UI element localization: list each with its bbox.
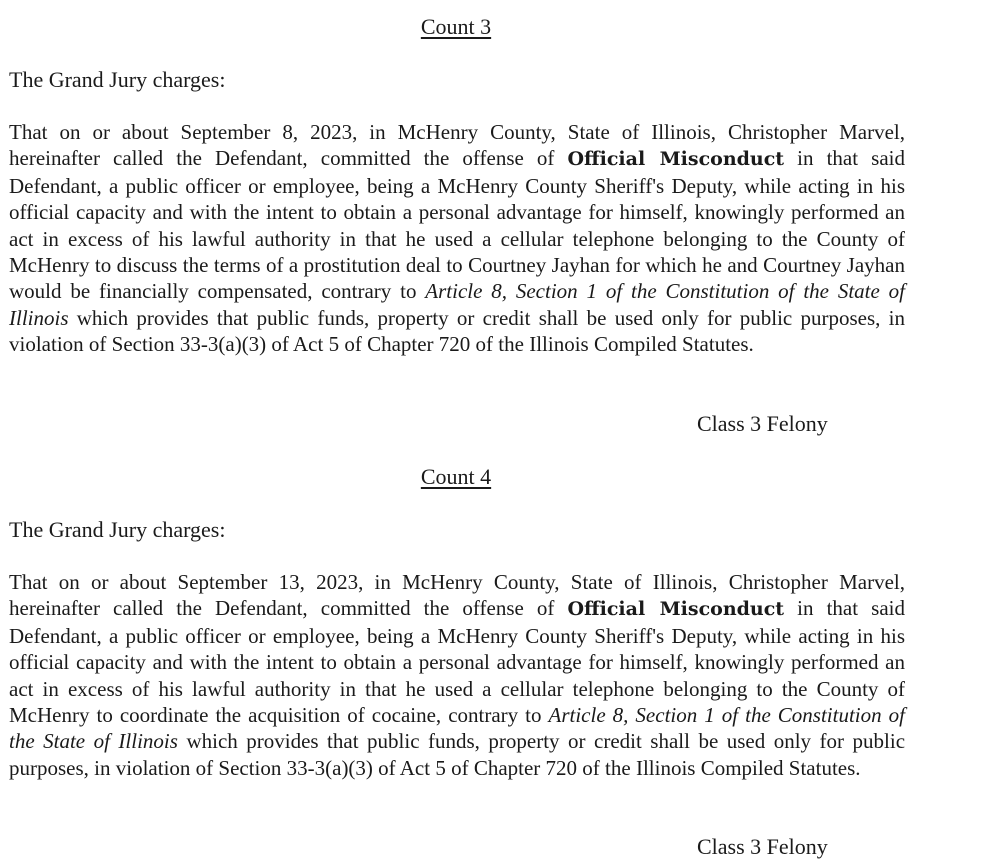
count-3-constitution-citation: Article 8, Section 1 of the Constitution of the State of Illinois bbox=[9, 279, 905, 330]
count-4-text-part-2: in that said Defendant, a public officer or employee, being a McHenry County Sheriff's Deputy, while acting in his official capacity and with the intent to obtain a personal advantage for himself, knowingly performed an act in excess of his lawful authority in that he used a cellular telephone belonging to the County of McHenry to coordinate the acquisition of cocaine, contrary to bbox=[9, 596, 905, 728]
count-3-text-part-3: which provides that public funds, property or credit shall be used only for public purposes, in violation of Section 33-3(a)(3) of Act 5 of Chapter 720 of the Illinois Compiled Statutes. bbox=[9, 305, 905, 357]
count-4-charge-paragraph bbox=[9, 569, 905, 781]
count-3-charge-paragraph bbox=[9, 119, 905, 358]
count-4-classification: Class 3 Felony bbox=[697, 834, 828, 859]
count-4-heading: Count 4 bbox=[420, 464, 492, 489]
count-3-charges-intro: The Grand Jury charges: bbox=[9, 67, 226, 92]
count-3-classification: Class 3 Felony bbox=[697, 411, 828, 436]
count-4-constitution-citation: Article 8, Section 1 of the Constitution of the State of Illinois bbox=[9, 703, 905, 754]
count-4-text-part-1: That on or about September 13, 2023, in McHenry County, State of Illinois, Christopher Marvel, hereinafter called the Defendant, committed the offense of bbox=[9, 570, 905, 621]
count-3-text-part-1: That on or about September 8, 2023, in McHenry County, State of Illinois, Christopher Marvel, hereinafter called the Defendant, committed the offense of bbox=[9, 120, 905, 171]
count-3-heading: Count 3 bbox=[420, 14, 492, 39]
count-3-text-part-2: in that said Defendant, a public officer or employee, being a McHenry County Sheriff's Deputy, while acting in his official capacity and with the intent to obtain a personal advantage for himself, knowingly performed an act in excess of his lawful authority in that he used a cellular telephone belonging to the County of McHenry to discuss the terms of a prostitution deal to Courtney Jayhan for which he and Courtney Jayhan would be financially compensated, contrary to bbox=[9, 146, 905, 304]
count-3-offense-name: Official Misconduct bbox=[567, 148, 785, 171]
count-4-charges-intro: The Grand Jury charges: bbox=[9, 517, 226, 542]
count-4-text-part-3: which provides that public funds, property or credit shall be used only for public purposes, in violation of Section 33-3(a)(3) of Act 5 of Chapter 720 of the Illinois Compiled Statutes. bbox=[9, 729, 906, 780]
count-4-offense-name: Official Misconduct bbox=[567, 598, 785, 621]
